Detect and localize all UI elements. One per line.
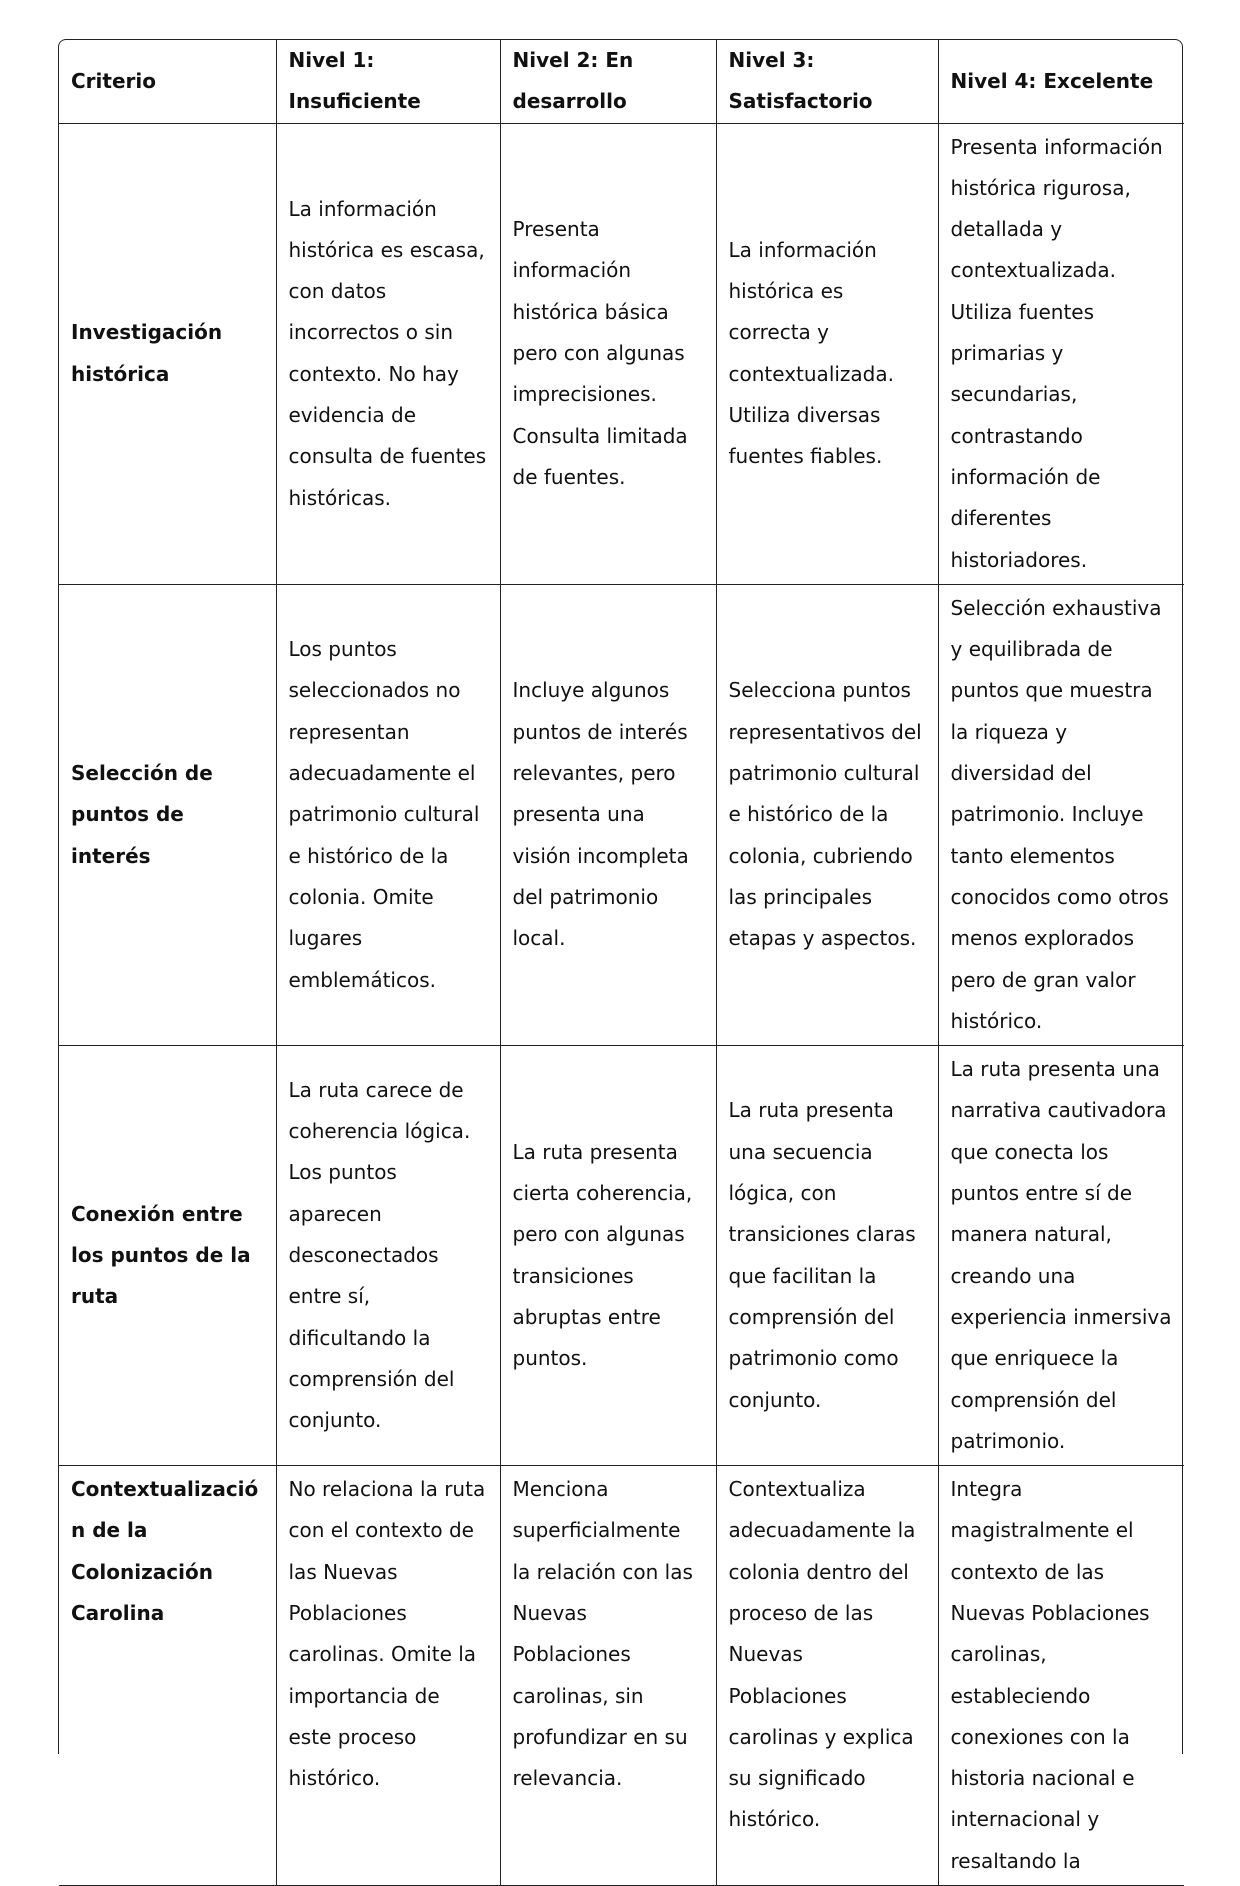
table-row (59, 1466, 1184, 1886)
level-2-cell: La ruta presenta cierta coherencia, pero con algunas transiciones abruptas entre puntos. (500, 1046, 716, 1466)
table-row (59, 584, 1184, 1045)
table-row (59, 1046, 1184, 1466)
level-3-cell: Selecciona puntos representativos del patrimonio cultural e histórico de la colonia, cubriendo las principales etapas y aspectos. (716, 584, 938, 1045)
header-nivel-1: Nivel 1: Insuficiente (276, 40, 500, 123)
rubric-table (59, 40, 1184, 1886)
header-nivel-2: Nivel 2: En desarrollo (500, 40, 716, 123)
criterion-cell: Contextualización de la Colonización Carolina (59, 1466, 276, 1886)
level-3-cell: La ruta presenta una secuencia lógica, con transiciones claras que facilitan la comprensión del patrimonio como conjunto. (716, 1046, 938, 1466)
level-4-cell: Selección exhaustiva y equilibrada de puntos que muestra la riqueza y diversidad del patrimonio. Incluye tanto elementos conocidos como otros menos explorados pero de gran valor histórico. (938, 584, 1184, 1045)
table-header-row (59, 40, 1184, 123)
criterion-cell: Investigación histórica (59, 123, 276, 584)
level-1-cell: La ruta carece de coherencia lógica. Los puntos aparecen desconectados entre sí, dificultando la comprensión del conjunto. (276, 1046, 500, 1466)
level-3-cell: La información histórica es correcta y contextualizada. Utiliza diversas fuentes fiables. (716, 123, 938, 584)
level-1-cell: Los puntos seleccionados no representan adecuadamente el patrimonio cultural e histórico de la colonia. Omite lugares emblemáticos. (276, 584, 500, 1045)
header-criterio: Criterio (59, 40, 276, 123)
level-3-cell: Contextualiza adecuadamente la colonia dentro del proceso de las Nuevas Poblaciones carolinas y explica su significado histórico. (716, 1466, 938, 1886)
table-row (59, 123, 1184, 584)
level-4-cell: Presenta información histórica rigurosa, detallada y contextualizada. Utiliza fuentes primarias y secundarias, contrastando información de diferentes historiadores. (938, 123, 1184, 584)
header-nivel-3: Nivel 3: Satisfactorio (716, 40, 938, 123)
criterion-cell: Selección de puntos de interés (59, 584, 276, 1045)
rubric-table-container (58, 39, 1183, 1873)
level-4-cell: Integra magistralmente el contexto de las Nuevas Poblaciones carolinas, estableciendo conexiones con la historia nacional e internacional y resaltando la (938, 1466, 1184, 1886)
level-2-cell: Presenta información histórica básica pero con algunas imprecisiones. Consulta limitada de fuentes. (500, 123, 716, 584)
header-nivel-4: Nivel 4: Excelente (938, 40, 1184, 123)
level-2-cell: Incluye algunos puntos de interés relevantes, pero presenta una visión incompleta del patrimonio local. (500, 584, 716, 1045)
criterion-cell: Conexión entre los puntos de la ruta (59, 1046, 276, 1466)
level-1-cell: No relaciona la ruta con el contexto de las Nuevas Poblaciones carolinas. Omite la importancia de este proceso histórico. (276, 1466, 500, 1886)
level-4-cell: La ruta presenta una narrativa cautivadora que conecta los puntos entre sí de manera natural, creando una experiencia inmersiva que enriquece la comprensión del patrimonio. (938, 1046, 1184, 1466)
level-1-cell: La información histórica es escasa, con datos incorrectos o sin contexto. No hay evidencia de consulta de fuentes históricas. (276, 123, 500, 584)
level-2-cell: Menciona superficialmente la relación con las Nuevas Poblaciones carolinas, sin profundizar en su relevancia. (500, 1466, 716, 1886)
